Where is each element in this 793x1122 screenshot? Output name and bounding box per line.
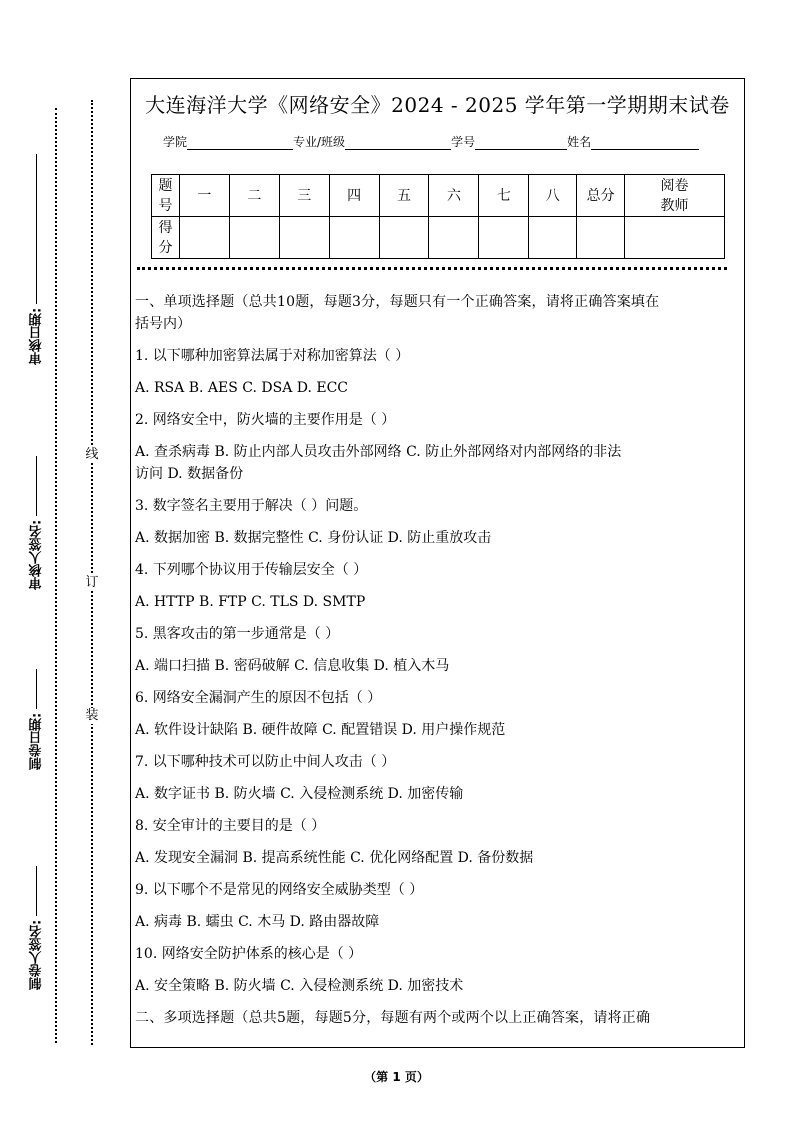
options-2: A. 查杀病毒 B. 防止内部人员攻击外部网络 C. 防止外部网络对内部网络的非法	[135, 444, 622, 460]
binding-mark-zhuang: 装	[85, 708, 99, 723]
options-7: A. 数字证书 B. 防火墙 C. 入侵检测系统 D. 加密传输	[135, 786, 464, 802]
exam-content	[135, 291, 743, 1029]
options-2-cont: 访问 D. 数据备份	[135, 466, 244, 482]
options-1: A. RSA B. AES C. DSA D. ECC	[135, 380, 349, 396]
binding-dotted-line-right	[91, 100, 93, 1045]
major-label: 专业/班级	[293, 135, 346, 149]
name-label: 姓名	[567, 135, 592, 149]
question-9: 9. 以下哪个不是常见的网络安全威胁类型（ ）	[135, 882, 424, 898]
score-table	[151, 174, 725, 259]
col-4: 四	[329, 175, 379, 217]
row-label-number: 题号	[152, 175, 180, 217]
reviewer-sign-text: 审核人签名:	[29, 519, 45, 590]
col-3: 三	[279, 175, 329, 217]
college-field[interactable]	[187, 136, 293, 150]
col-2: 二	[229, 175, 279, 217]
score-cell-3[interactable]	[279, 217, 329, 259]
score-table-score-row	[152, 217, 725, 259]
binding-dotted-line-left	[55, 108, 57, 1043]
exam-title: 大连海洋大学《网络安全》2024 - 2025 学年第一学期期末试卷	[145, 93, 730, 117]
major-field[interactable]	[345, 136, 451, 150]
maker-sign-label	[22, 850, 52, 990]
score-cell-6[interactable]	[429, 217, 479, 259]
reviewer-sign-label	[22, 445, 52, 590]
score-cell-7[interactable]	[479, 217, 529, 259]
exam-frame	[130, 78, 745, 1048]
score-cell-4[interactable]	[329, 217, 379, 259]
question-7: 7. 以下哪种技术可以防止中间人攻击（ ）	[135, 754, 396, 770]
review-date-line	[37, 154, 38, 304]
col-5: 五	[379, 175, 429, 217]
page-number: （第 1 页）	[364, 1070, 429, 1084]
maker-sign-text: 制卷人签名:	[29, 919, 45, 990]
score-cell-total[interactable]	[577, 217, 625, 259]
question-4: 4. 下列哪个协议用于传输层安全（ ）	[135, 562, 368, 578]
options-9: A. 病毒 B. 蠕虫 C. 木马 D. 路由器故障	[135, 914, 380, 930]
section1-heading-line1: 一、单项选择题（总共10题，每题3分，每题只有一个正确答案，请将正确答案填在	[135, 294, 660, 310]
question-10: 10. 网络安全防护体系的核心是（ ）	[135, 946, 363, 962]
college-label: 学院	[163, 135, 188, 149]
review-date-label	[22, 150, 52, 365]
question-1: 1. 以下哪种加密算法属于对称加密算法（ ）	[135, 348, 410, 364]
score-table-header-row	[152, 175, 725, 217]
make-date-text: 制卷日期:	[29, 712, 45, 770]
student-info-row	[163, 133, 699, 150]
options-10: A. 安全策略 B. 防火墙 C. 入侵检测系统 D. 加密技术	[135, 978, 464, 994]
question-5: 5. 黑客攻击的第一步通常是（ ）	[135, 626, 340, 642]
make-date-line	[37, 669, 38, 709]
question-8: 8. 安全审计的主要目的是（ ）	[135, 818, 326, 834]
score-cell-5[interactable]	[379, 217, 429, 259]
reviewer-sign-line	[37, 456, 38, 516]
options-4: A. HTTP B. FTP C. TLS D. SMTP	[135, 594, 366, 610]
col-7: 七	[479, 175, 529, 217]
review-date-text: 审核日期:	[29, 307, 45, 365]
col-6: 六	[429, 175, 479, 217]
binding-mark-xian: 线	[85, 447, 99, 462]
question-6: 6. 网络安全漏洞产生的原因不包括（ ）	[135, 690, 382, 706]
col-total: 总分	[577, 175, 625, 217]
options-5: A. 端口扫描 B. 密码破解 C. 信息收集 D. 植入木马	[135, 658, 450, 674]
score-cell-8[interactable]	[529, 217, 577, 259]
section1-heading-line2: 括号内）	[135, 316, 191, 332]
make-date-label	[22, 655, 52, 770]
col-1: 一	[179, 175, 229, 217]
question-2: 2. 网络安全中，防火墙的主要作用是（ ）	[135, 412, 396, 428]
col-grader	[625, 175, 725, 217]
student-id-label: 学号	[451, 135, 476, 149]
student-id-field[interactable]	[475, 136, 567, 150]
binding-mark-ding: 订	[85, 575, 99, 590]
section-divider	[137, 267, 727, 270]
options-3: A. 数据加密 B. 数据完整性 C. 身份认证 D. 防止重放攻击	[135, 530, 492, 546]
options-6: A. 软件设计缺陷 B. 硬件故障 C. 配置错误 D. 用户操作规范	[135, 722, 506, 738]
options-8: A. 发现安全漏洞 B. 提高系统性能 C. 优化网络配置 D. 备份数据	[135, 850, 534, 866]
section2-heading: 二、多项选择题（总共5题，每题5分，每题有两个或两个以上正确答案，请将正确	[135, 1010, 651, 1026]
maker-sign-line	[37, 866, 38, 916]
name-field[interactable]	[591, 136, 699, 150]
score-cell-2[interactable]	[229, 217, 279, 259]
score-cell-1[interactable]	[179, 217, 229, 259]
row-label-score: 得分	[152, 217, 180, 259]
col-8: 八	[529, 175, 577, 217]
col-grader-text: 阅卷教师	[660, 177, 689, 214]
score-cell-grader[interactable]	[625, 217, 725, 259]
question-3: 3. 数字签名主要用于解决（ ）问题。	[135, 498, 368, 514]
